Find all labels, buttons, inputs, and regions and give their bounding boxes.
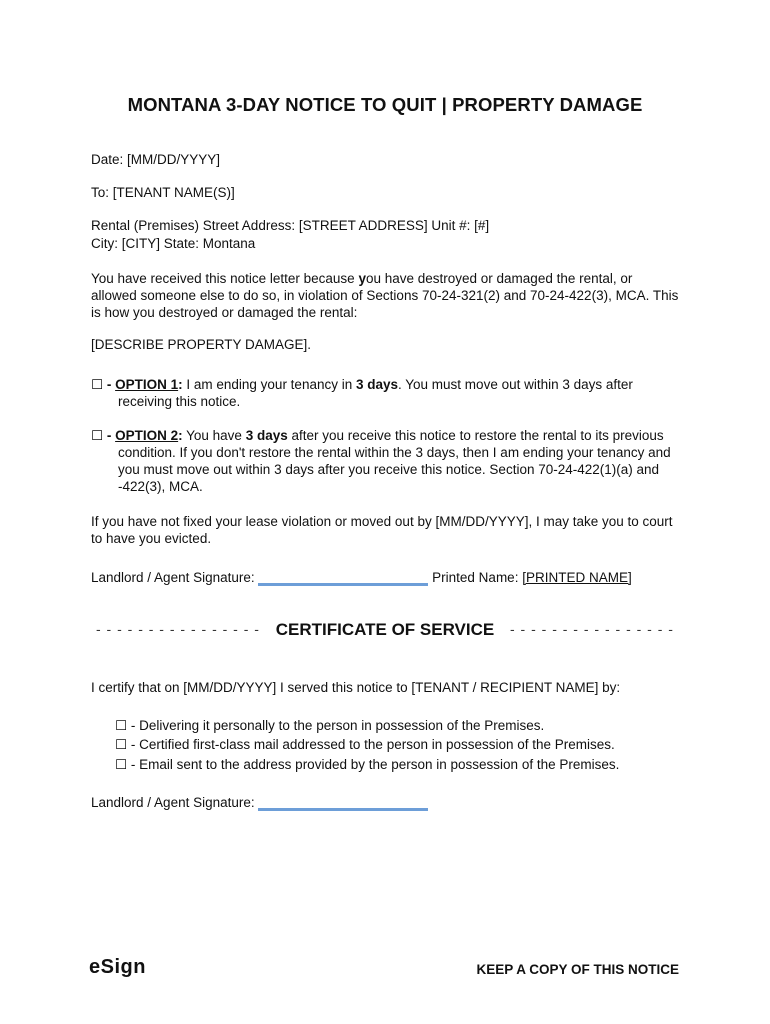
certificate-signature-row xyxy=(91,794,428,811)
service-method-mail[interactable]: ☐ - Certified first-class mail addressed to the person in possession of the Premises. xyxy=(115,737,615,752)
service-method-email[interactable]: ☐ - Email sent to the address provided by the person in possession of the Premises. xyxy=(115,757,620,772)
date-line: Date: [MM/DD/YYYY] xyxy=(91,152,221,167)
option-1 xyxy=(91,376,691,410)
option-1-label: OPTION 1 xyxy=(115,377,179,392)
signature-label: Landlord / Agent Signature: xyxy=(91,570,255,585)
certificate-dashes-right: - - - - - - - - - - - - - - - - xyxy=(510,621,674,637)
option-2-text-a: You have xyxy=(182,428,246,443)
city-line: City: [CITY] State: Montana xyxy=(91,236,256,251)
eviction-warning: If you have not fixed your lease violation or moved out by [MM/DD/YYYY], I may take you to court to have you evicted. xyxy=(91,514,673,546)
option-1-text-b: . You must move out within 3 days after xyxy=(398,377,633,392)
keep-copy-notice: KEEP A COPY OF THIS NOTICE xyxy=(476,962,679,977)
option-2-bold: 3 days xyxy=(245,428,288,443)
intro-part1: You have received this notice letter because xyxy=(91,271,359,286)
esign-logo: eSign xyxy=(89,956,146,978)
signature-row xyxy=(91,569,691,586)
option-1-bold: 3 days xyxy=(355,377,399,392)
to-line: To: [TENANT NAME(S)] xyxy=(91,185,235,200)
option-2-text-b: after you receive this notice to restore the rental to its previous xyxy=(287,428,664,443)
option-2-text-c: condition. If you don't restore the rental within the 3 days, then I am ending your tenancy and you must move out within 3 days after you receive this notice. Section 70-24-422(1)(a) and -422(3), MCA. xyxy=(118,445,671,494)
certificate-signature-label: Landlord / Agent Signature: xyxy=(91,795,255,810)
option-1-text-c: receiving this notice. xyxy=(118,394,241,409)
option-1-dash: - xyxy=(103,377,116,392)
intro-bold-y: y xyxy=(358,271,366,286)
intro-paragraph xyxy=(91,270,681,321)
certificate-dashes-left: - - - - - - - - - - - - - - - - xyxy=(96,621,260,637)
option-1-text-a: I am ending your tenancy in xyxy=(182,377,356,392)
document-title: MONTANA 3-DAY NOTICE TO QUIT | PROPERTY DAMAGE xyxy=(127,94,643,115)
intro-part2: ou have destroyed or damaged the rental, or allowed someone else to do so, in violation of Sections 70-24-321(2) and 70-24-422(3), MCA. This is how you destroyed or damaged the rental: xyxy=(91,271,679,320)
option-2-dash: - xyxy=(103,428,116,443)
certificate-signature-line[interactable] xyxy=(258,794,428,811)
printed-name-label: Printed Name: xyxy=(432,570,519,585)
signature-line[interactable] xyxy=(258,569,428,586)
printed-name-value[interactable]: [PRINTED NAME] xyxy=(522,570,632,585)
option-2 xyxy=(91,427,691,495)
option-1-checkbox[interactable]: ☐ xyxy=(91,377,104,392)
option-2-label: OPTION 2 xyxy=(115,428,179,443)
describe-damage: [DESCRIBE PROPERTY DAMAGE]. xyxy=(91,337,312,352)
address-line: Rental (Premises) Street Address: [STREET ADDRESS] Unit #: [#] xyxy=(91,218,490,233)
option-1-colon: : xyxy=(178,377,183,392)
option-2-checkbox[interactable]: ☐ xyxy=(91,428,104,443)
option-2-colon: : xyxy=(178,428,183,443)
certificate-title: CERTIFICATE OF SERVICE xyxy=(275,620,495,639)
service-method-personal[interactable]: ☐ - Delivering it personally to the person in possession of the Premises. xyxy=(115,718,545,733)
certify-line: I certify that on [MM/DD/YYYY] I served this notice to [TENANT / RECIPIENT NAME] by: xyxy=(91,680,621,695)
